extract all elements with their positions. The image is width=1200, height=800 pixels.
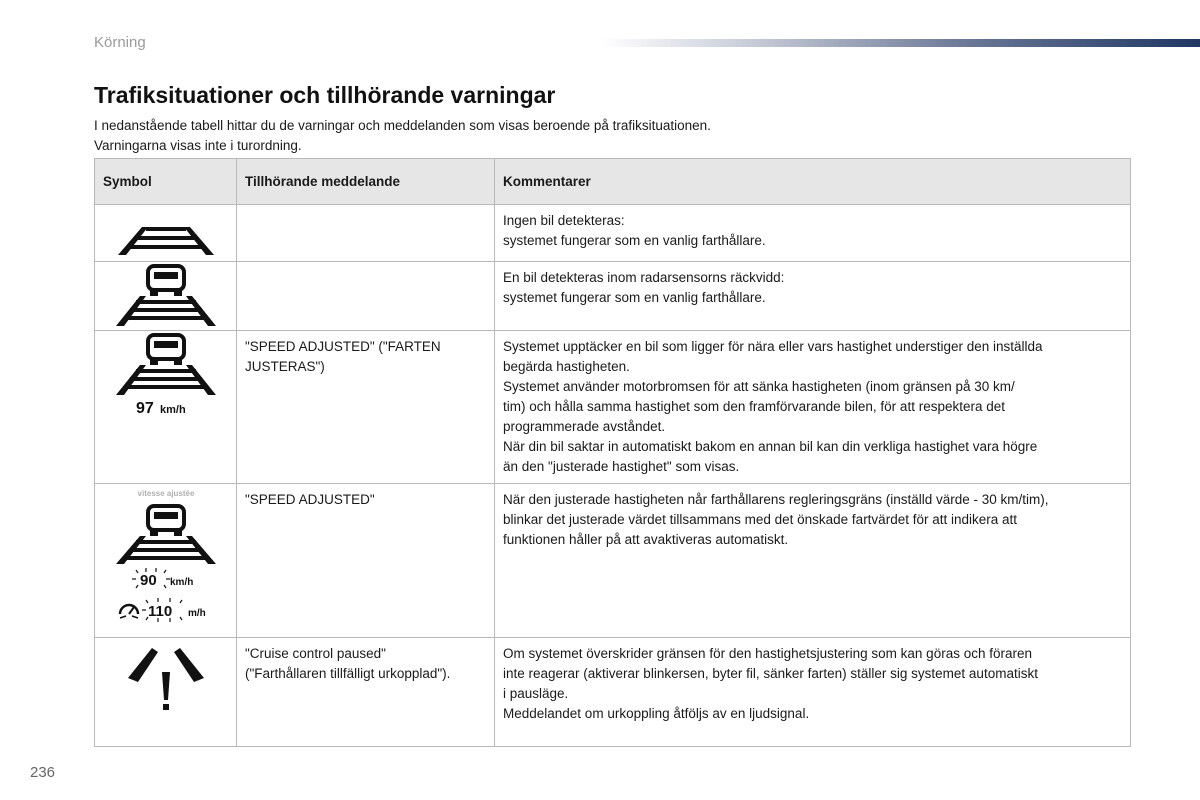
column-header-symbol: Symbol [95,159,237,205]
comment-cell [495,205,1131,262]
comment-line: Om systemet överskrider gränsen för den hastighetsjustering som kan göras och föraren [503,646,1032,661]
message-line: ("Farthållaren tillfälligt urkopplad"). [245,666,451,681]
car-ahead-speed-icon [106,331,226,417]
symbol-cell [95,331,237,484]
symbol-cell [95,638,237,747]
comment-line: funktionen håller på att avaktiveras automatiskt. [503,532,789,547]
icon-speed-value: 97 [135,400,154,417]
comment-line: begärda hastigheten. [503,359,630,374]
comment-line: När den justerade hastigheten når farthållarens regleringsgräns (inställd värde - 30 km/tim), [503,492,1049,507]
header-decoration-bar [600,39,1200,47]
column-header-comments: Kommentarer [495,159,1131,205]
cruise-paused-warning-icon [106,638,226,718]
intro-line: I nedanstående tabell hittar du de varningar och meddelanden som visas beroende på trafiksituationen. [94,118,711,133]
speed-adjusted-blinking-icon [106,484,226,628]
table-row [95,331,1131,484]
symbol-cell [95,484,237,638]
comment-cell [495,331,1131,484]
section-label: Körning [94,34,146,51]
icon-speed-unit: km/h [159,404,186,416]
symbol-cell [95,262,237,331]
message-cell [237,262,495,331]
comment-cell [495,484,1131,638]
table-row [95,638,1131,747]
comment-line: än den "justerade hastighet" som visas. [503,459,740,474]
comment-line: tim) och hålla samma hastighet som den framförvarande bilen, för att respektera det [503,399,1005,414]
message-cell [237,638,495,747]
car-ahead-icon [106,262,226,328]
column-header-message: Tillhörande meddelande [237,159,495,205]
comment-line: programmerade avståndet. [503,419,666,434]
comment-line: Systemet upptäcker en bil som ligger för nära eller vars hastighet understiger den inställda [503,339,1043,354]
message-cell [237,331,495,484]
table-header-row [95,159,1131,205]
table-row [95,262,1131,331]
intro-line: Varningarna visas inte i turordning. [94,138,302,153]
icon-unit-a: km/h [169,577,193,588]
comment-line: Meddelandet om urkoppling åtföljs av en ljudsignal. [503,706,810,721]
comment-line: blinkar det justerade värdet tillsammans med det önskade fartvärdet för att indikera att [503,512,1018,527]
comment-line: Systemet använder motorbromsen för att sänka hastigheten (inom gränsen på 30 km/ [503,379,1015,394]
message-line: "SPEED ADJUSTED" ("FARTEN [245,339,441,354]
icon-caption: vitesse ajustée [137,489,194,498]
message-line: "Cruise control paused" [245,646,386,661]
comment-cell [495,262,1131,331]
icon-speed-b: 110 [147,603,172,620]
icon-unit-b: m/h [187,608,206,619]
table-row [95,205,1131,262]
symbol-cell [95,205,237,262]
comment-line: När din bil saktar in automatiskt bakom en annan bil kan din verkliga hastighet vara högre [503,439,1038,454]
page-title: Trafiksituationer och tillhörande varningar [94,82,556,108]
intro-text [94,116,1134,156]
comment-line: En bil detekteras inom radarsensorns räckvidd: [503,270,785,285]
comment-line: inte reagerar (aktiverar blinkersen, byter fil, sänker farten) ställer sig systemet automatiskt [503,666,1038,681]
message-line: JUSTERAS") [245,359,325,374]
page-number: 236 [30,764,56,781]
comment-line: Ingen bil detekteras: [503,213,625,228]
comment-cell [495,638,1131,747]
message-cell [237,205,495,262]
comment-line: systemet fungerar som en vanlig farthållare. [503,290,766,305]
table-row [95,484,1131,638]
comment-line: systemet fungerar som en vanlig farthållare. [503,233,766,248]
warnings-table [94,158,1131,747]
message-cell [237,484,495,638]
message-line: "SPEED ADJUSTED" [245,492,375,507]
icon-speed-a: 90 [139,572,157,589]
comment-line: i pausläge. [503,686,569,701]
road-lanes-icon [106,205,226,257]
